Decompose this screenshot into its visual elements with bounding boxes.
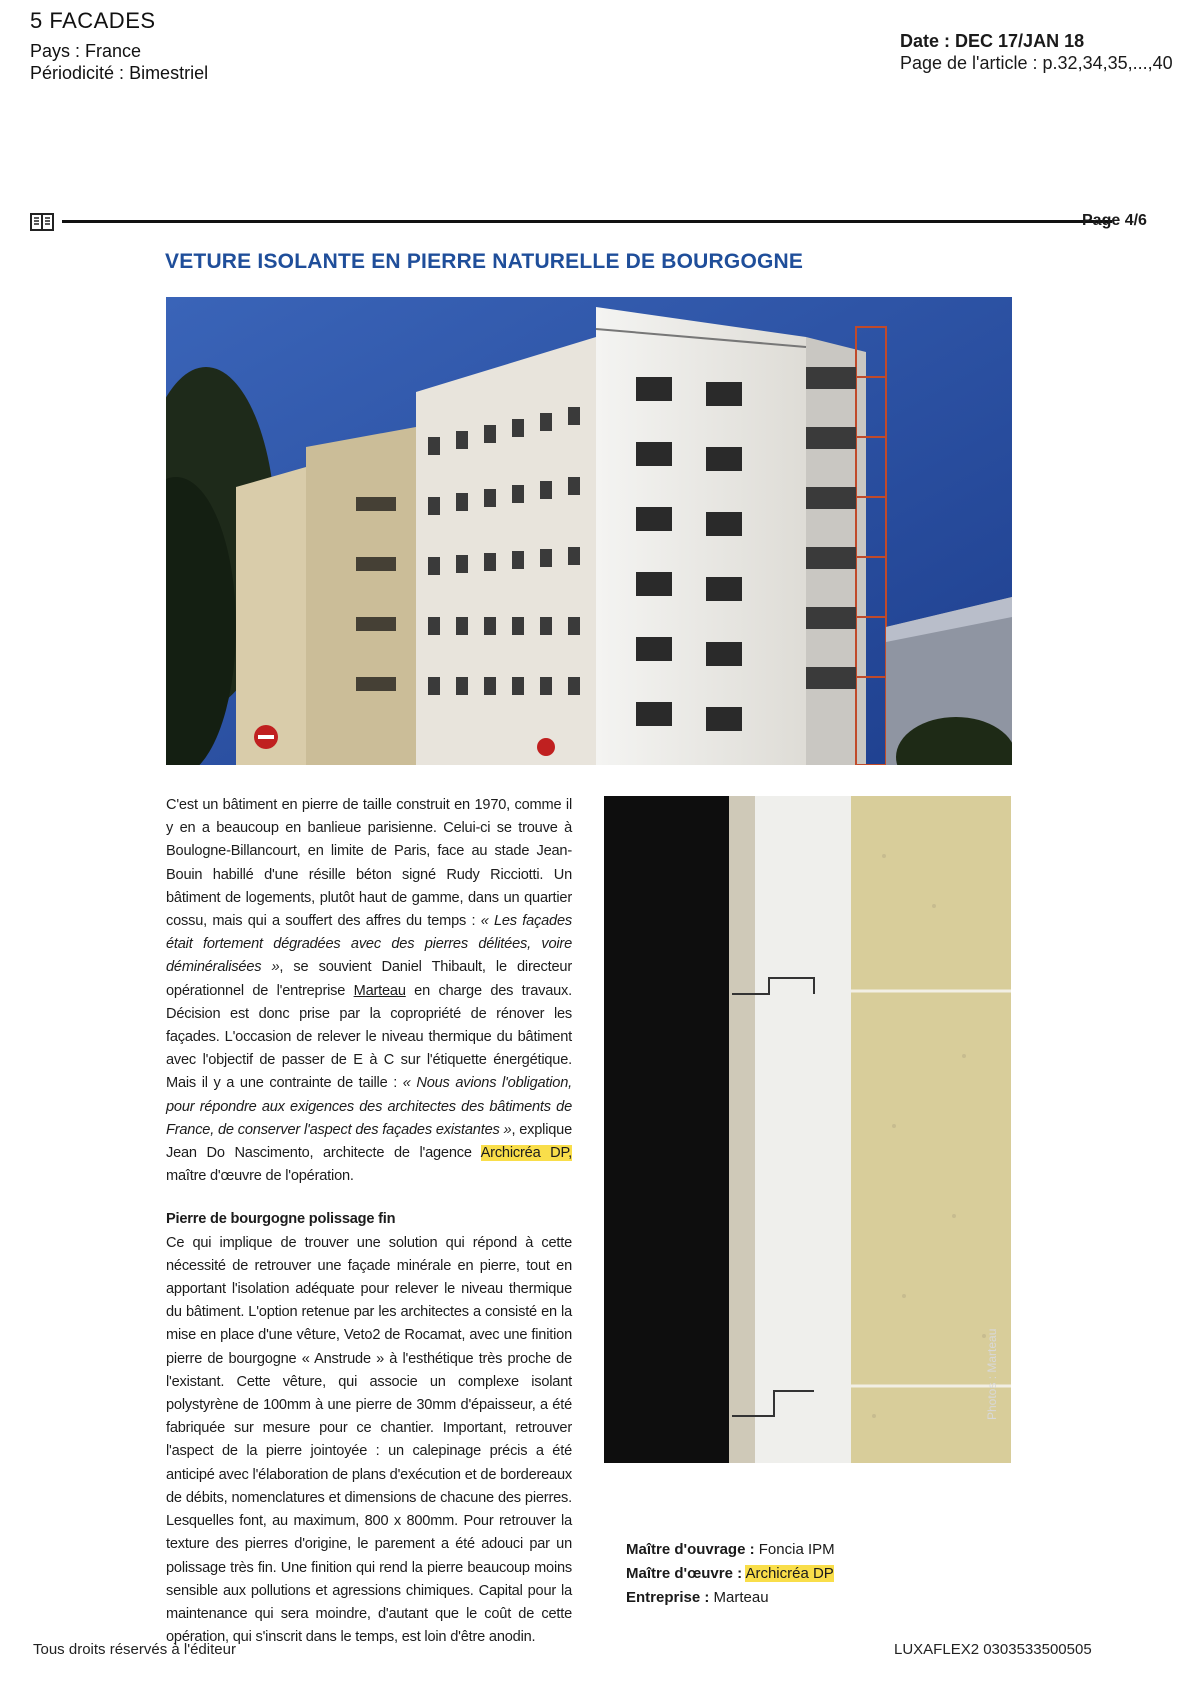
p1-part-b: , se souvient Daniel Thibault, le directeur opérationnel de l'entreprise	[166, 959, 572, 999]
p1-part-c: en charge des travaux. Décision est donc prise par la copropriété de rénover les façades. L'occasion de relever le niveau thermique du bâtiment avec l'objectif de passer de E à C sur l'étiquette énergétique. Mais il y a une contrainte de taille :	[166, 982, 572, 1092]
building-illustration	[166, 297, 1012, 765]
owner-value: Foncia IPM	[758, 1541, 835, 1558]
owner-row	[626, 1538, 835, 1562]
periodicity-row	[30, 62, 208, 84]
facade-detail-illustration	[604, 796, 1011, 1463]
country-value: France	[85, 41, 142, 61]
contractor-value: Marteau	[713, 1589, 769, 1606]
architect-value: Archicréa DP	[745, 1565, 834, 1582]
periodicity-value: Bimestriel	[129, 63, 209, 83]
facade-detail-photo	[604, 796, 1011, 1463]
date-label: Date :	[900, 31, 951, 51]
article-paragraph-2: Ce qui implique de trouver une solution qui répond à cette nécessité de retrouver une façade minérale en pierre, tout en apportant l'isolation adéquate pour relever le niveau thermique du bâtiment. L'option retenue par les architectes a consisté en la mise en place d'une vêture, Veto2 de Rocamat, avec une finition pierre de bourgogne « Anstrude » à l'esthétique très proche de l'existant. Cette vêture, qui associe un complexe isolant polystyrène de 100mm à une pierre de 30mm d'épaisseur, a été fabriquée sur mesure pour ce chantier. Important, retrouver l'aspect de la pierre jointoyée : un calepinage précis a été anticipé avec l'élaboration de plans d'exécution et de bordereaux de débits, nomenclatures et dimensions de chacune des pierres. Lesquelles font, au maximum, 800 x 800mm. Pour retrouver la texture des pierres d'origine, le parement a été adouci par un polissage très fin. Une finition qui rend la pierre beaucoup moins sensible aux pollutions et agressions chimiques. Capital pour la maintenance qui sera moindre, d'autant que le coût de cette opération, qui s'inscrit dans le temps, est loin d'être anodin.	[166, 1234, 572, 1646]
contractor-label: Entreprise :	[626, 1589, 710, 1606]
page-rule	[30, 210, 1150, 240]
header-left	[30, 8, 208, 84]
owner-label: Maître d'ouvrage :	[626, 1541, 755, 1558]
archicrea-highlight: Archicréa DP,	[480, 1145, 572, 1162]
architect-label: Maître d'œuvre :	[626, 1565, 743, 1582]
p1-quote: « Les façades était fortement dégradées avec des pierres délitées, voire déminéralisées »	[166, 913, 572, 976]
country-label: Pays :	[30, 41, 81, 61]
date-value: DEC 17/JAN 18	[955, 31, 1085, 51]
p1-part-a: C'est un bâtiment en pierre de taille construit en 1970, comme il y en a beaucoup en banlieue parisienne. Celui-ci se trouve à Boulogne-Billancourt, en limite de Paris, face au stade Jean-Bouin habillé d'une résille béton signé Rudy Ricciotti. Un bâtiment de logements, plutôt haut de gamme, dans un quartier cossu, mais qui a souffert des affres du temps :	[166, 797, 572, 930]
date-row	[900, 30, 1173, 52]
building-photo	[166, 297, 1012, 765]
p1-part-e: maître d'œuvre de l'opération.	[166, 1168, 354, 1185]
horizontal-rule	[62, 220, 1112, 223]
footer-rights: Tous droits réservés à l'éditeur	[33, 1641, 236, 1658]
project-credits	[626, 1538, 835, 1610]
page-indicator: Page 4/6	[1082, 212, 1147, 229]
periodicity-label: Périodicité :	[30, 63, 125, 83]
footer-code: LUXAFLEX2 0303533500505	[894, 1641, 1092, 1658]
contractor-row	[626, 1586, 835, 1610]
article-subheading: Pierre de bourgogne polissage fin	[166, 1211, 396, 1228]
article-pages-label: Page de l'article :	[900, 53, 1038, 73]
publication-meta	[30, 40, 208, 84]
country-row	[30, 40, 208, 62]
marteau-link: Marteau	[353, 982, 406, 999]
p1-quote-2: « Nous avions l'obligation, pour répondre aux exigences des architectes des bâtiments de France, de conserver l'aspect des façades existantes »	[166, 1075, 572, 1138]
article-pages-row	[900, 52, 1173, 74]
article-pages-value: p.32,34,35,...,40	[1042, 53, 1173, 73]
header-right	[900, 30, 1173, 74]
article-body	[166, 794, 572, 1649]
publication-title: 5 FACADES	[30, 8, 156, 33]
photo-credit: Photos : Marteau	[985, 1328, 999, 1420]
open-book-icon	[30, 212, 54, 232]
architect-row	[626, 1562, 835, 1586]
article-paragraph-1	[166, 794, 572, 1188]
p1-part-d: , explique Jean Do Nascimento, architecte de l'agence	[166, 1121, 572, 1162]
article-headline: VETURE ISOLANTE EN PIERRE NATURELLE DE BOURGOGNE	[165, 250, 804, 273]
